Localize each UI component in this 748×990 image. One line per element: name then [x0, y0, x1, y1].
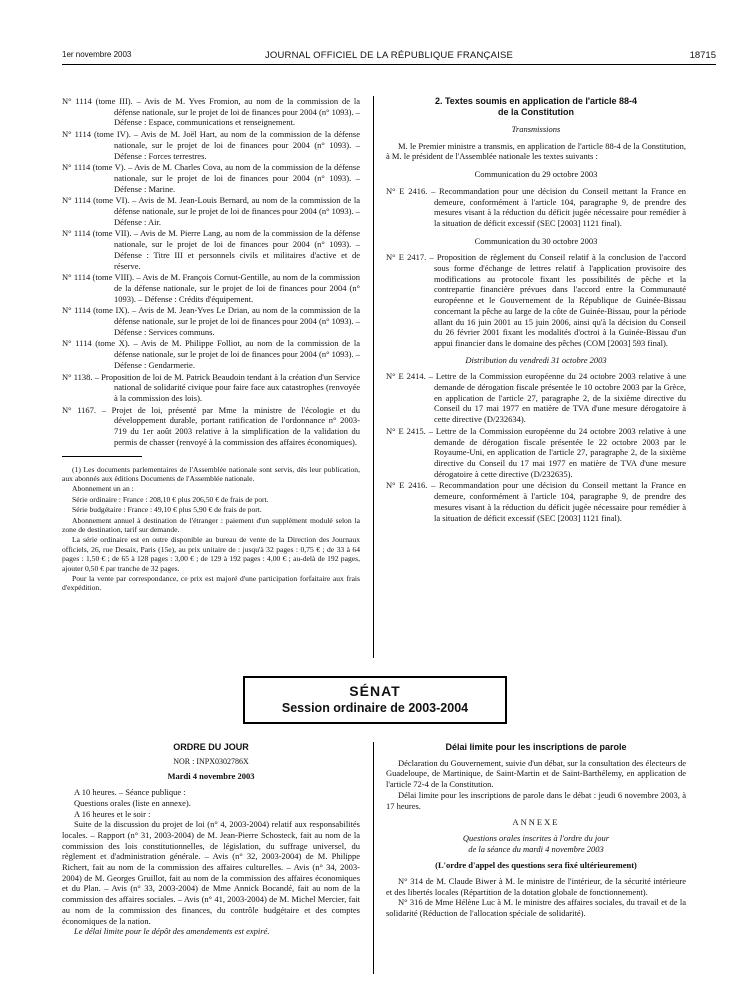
schedule-line-16h: A 16 heures et le soir :	[74, 808, 151, 819]
document-entry	[62, 305, 360, 337]
section-title-line2: de la Constitution	[498, 107, 574, 117]
right-bottom-column	[386, 742, 686, 919]
entry-number: N° 1114 (tome VI).	[62, 195, 130, 206]
question-314: N° 314 de M. Claude Biwer à M. le ministre de l'intérieur, de la sécurité intérieure et des libertés locales (Répartition de la dotation globale de fonctionnement).	[386, 876, 686, 897]
schedule-line-10h: A 10 heures. – Séance publique :	[74, 787, 186, 798]
declaration-paragraph: Déclaration du Gouvernement, suivie d'un débat, sur la consultation des électeurs de Guadeloupe, de Martinique, de Saint-Martin et de Saint-Barthélemy, en application de l'article 72-4 de la Constitution.	[386, 757, 686, 790]
document-entry	[62, 96, 360, 128]
question-316: N° 316 de Mme Hélène Luc à M. le ministre des affaires sociales, du travail et de la solidarité (Réduction de l'allocation spéciale de solidarité).	[386, 897, 686, 919]
entry-text: – Avis de M. Jean-Louis Bernard, au nom de la commission de la défense nationale, sur le projet de loi de finances pour 2004 (n° 1093). – Défense : Air.	[114, 195, 360, 227]
entry-number: N° 1114 (tome X).	[62, 338, 130, 349]
entry-e2416-second	[386, 480, 686, 523]
footnote-serie-budgetaire: Série budgétaire : France : 49,10 € plus 5,90 € de frais de port.	[72, 505, 262, 515]
entry-text: – Avis de M. Charles Cova, au nom de la commission de la défense nationale, sur le projet de loi de finances pour 2004 (n° 1093). – Défense : Marine.	[114, 162, 361, 194]
left-bottom-column	[62, 742, 360, 937]
document-entry	[62, 405, 360, 448]
entry-text: – Avis de M. Pierre Lang, au nom de la commission de la défense nationale, sur le projet de loi de finances pour 2004 (n° 1093). – Défense : Titre III et personnels civils et militaires d'active et de réserve.	[114, 228, 360, 271]
header-date: 1er novembre 2003	[62, 50, 132, 59]
entry-text: – Projet de loi, présenté par Mme la ministre de l'écologie et du développement durable, portant ratification de l'ordonnance n° 2003-719 du 1er août 2003 relative à la simplification de la validation du permis de chasser (renvoyé à la commission des affaires économiques).	[101, 404, 360, 447]
entry-number: N° 1114 (tome VIII).	[62, 272, 135, 283]
session-date: Mardi 4 novembre 2003	[167, 771, 255, 782]
questions-heading-line1: Questions orales inscrites à l'ordre du jour	[462, 832, 610, 843]
entry-number: N° E 2417.	[386, 252, 427, 263]
entry-number: N° 1114 (tome VII).	[62, 228, 132, 239]
entry-number: N° E 2416.	[386, 480, 428, 491]
section-title-line1: 2. Textes soumis en application de l'article 88-4	[434, 96, 638, 106]
entry-text: – Recommandation pour une décision du Conseil mettant la France en demeure, conformément à l'article 104, paragraphe 9, de prendre des mesures visant à la réduction du déficit jugée nécessaire pour remédier à la situation de déficit excessif (SEC [2003] 1121 final).	[431, 185, 687, 228]
questions-heading-line2: de la séance du mardi 4 novembre 2003	[468, 843, 604, 854]
header-journal-title: JOURNAL OFFICIEL DE LA RÉPUBLIQUE FRANÇAISE	[264, 50, 514, 61]
footnote-correspondance: Pour la vente par correspondance, ce prix est majoré d'une participation forfaitaire aux frais d'expédition.	[62, 573, 360, 593]
entry-text: – Lettre de la Commission européenne du 24 octobre 2003 relative à une demande de dérogation fiscale présentée le 22 octobre 2003 par le Royaume-Uni, en application de l'article 27, paragraphe 2, de la sixième directive du Conseil du 17 mai 1977 en matière de TVA d'une mesure dérogatoire à cette directive (D/232635).	[428, 425, 686, 479]
document-entry	[62, 129, 360, 161]
entry-text: – Recommandation pour une décision du Conseil mettant la France en demeure, conformément à l'article 104, paragraphe 9, de prendre des mesures visant à la réduction du déficit jugée nécessaire pour remédier à la situation de déficit excessif (SEC [2003] 1121 final).	[431, 480, 687, 523]
entry-text: – Avis de M. François Cornut-Gentille, au nom de la commission de la défense nationale, sur le projet de loi de finances pour 2004 (n° 1093). – Défense : Crédits d'équipement.	[114, 272, 360, 304]
ordre-du-jour-title: ORDRE DU JOUR	[173, 742, 249, 752]
annexe-heading: ANNEXE	[512, 817, 560, 828]
entry-text: – Proposition de loi de M. Patrick Beaudoin tendant à la création d'un Service national de solidarité civique pour faire face aux catastrophes (renvoyée à la commission des lois).	[94, 371, 361, 403]
entry-text: – Avis de M. Yves Fromion, au nom de la commission de la défense nationale, sur le projet de loi de finances pour 2004 (n° 1093). – Défense : Espace, communications et renseignement.	[114, 96, 361, 128]
entry-e2416-first	[386, 186, 686, 229]
footnote-vente: La série ordinaire est en outre disponible au bureau de vente de la Direction des Journaux officiels, 26, rue Desaix, Paris (15e), au prix unitaire de : jusqu'à 32 pages : 0,75 € ; de 33 à 64 pages : 1,50 € ; de 65 à 128 pages : 3,00 € ; de 129 à 192 pages : 4,00 € ; au-delà de 192 pages, ajouter 0,50 € par tranche de 32 pages.	[62, 535, 360, 573]
footnote-serie-ordinaire: Série ordinaire : France : 208,10 € plus 206,50 € de frais de port.	[72, 494, 269, 504]
entry-e2414	[386, 371, 686, 425]
document-entry	[62, 338, 360, 370]
entry-number: N° 1114 (tome IV).	[62, 129, 131, 140]
page-header	[62, 50, 716, 64]
entry-text: – Avis de M. Joël Hart, au nom de la commission de la défense nationale, sur le projet de loi de finances pour 2004 (n° 1093). – Défense : Forces terrestres.	[114, 129, 360, 161]
document-entry	[62, 372, 360, 404]
left-entries-list	[62, 96, 360, 448]
amendments-deadline: Le délai limite pour le dépôt des amendements est expiré.	[74, 926, 270, 937]
senat-banner	[243, 676, 507, 724]
document-entry	[62, 162, 360, 194]
footnote-etranger: Abonnement annuel à destination de l'étranger : paiement d'un supplément modulé selon la zone de destination, tarif sur demande.	[62, 515, 360, 534]
entry-number: N° 1114 (tome V).	[62, 162, 126, 173]
communication-30-heading: Communication du 30 octobre 2003	[474, 235, 598, 246]
senat-subtitle: Session ordinaire de 2003-2004	[281, 701, 469, 715]
delai-title: Délai limite pour les inscriptions de parole	[445, 742, 627, 752]
left-top-column	[62, 96, 360, 594]
entry-e2415	[386, 426, 686, 480]
footnote-rule	[62, 456, 142, 457]
document-entry	[62, 272, 360, 304]
entry-e2417	[386, 252, 686, 348]
entry-text: – Avis de M. Jean-Yves Le Drian, au nom de la commission de la défense nationale, sur le projet de loi de finances pour 2004 (n° 1093). – Défense : Services communs.	[114, 305, 360, 337]
entry-number: N° 1114 (tome IX).	[62, 305, 130, 316]
entry-text: – Proposition de règlement du Conseil relatif à la conclusion de l'accord sous forme d'échange de lettres relatif à l'application provisoire des modifications au protocole fixant les possibilités de pêche et la contrepartie financière prévues dans l'accord entre la Communauté européenne et le Gouvernement de la République de Guinée-Bissau concernant la pêche au large de la côte de Guinée-Bissau, pour la période allant du 16 juin 2001 au 15 juin 2006, ainsi qu'à la décision du Conseil du 26 février 2001 fixant les modalités d'octroi à la Guinée-Bissau d'un appui financier dans le domaine des pêches (COM [2003] 593 final).	[429, 252, 686, 348]
entry-number: N° 1138.	[62, 371, 93, 382]
senat-title: SÉNAT	[349, 683, 401, 699]
call-order-note: (L'ordre d'appel des questions sera fixé ultérieurement)	[435, 860, 637, 871]
entry-number: N° E 2415.	[386, 425, 426, 436]
right-top-column	[386, 96, 686, 524]
column-divider-bottom	[373, 742, 374, 974]
footnote-abonnement: Abonnement un an :	[72, 484, 134, 494]
entry-number: N° E 2416.	[386, 185, 428, 196]
entry-text: – Avis de M. Philippe Folliot, au nom de la commission de la défense nationale, sur le projet de loi de finances pour 2004 (n° 1093). – Défense : Gendarmerie.	[114, 338, 360, 370]
distribution-heading: Distribution du vendredi 31 octobre 2003	[465, 354, 607, 365]
footnote-1: (1) Les documents parlementaires de l'Assemblée nationale sont servis, dès leur publication, aux abonnés aux éditions Documents de l'Assemblée nationale.	[62, 464, 360, 483]
entry-number: N° E 2414.	[386, 371, 426, 382]
schedule-line-questions: Questions orales (liste en annexe).	[74, 797, 191, 808]
communication-29-heading: Communication du 29 octobre 2003	[474, 169, 598, 180]
schedule-body: Suite de la discussion du projet de loi (n° 4, 2003-2004) relatif aux responsabilités locales. – Rapport (n° 31, 2003-2004) de M. Jean-Pierre Schosteck, fait au nom de la commission des lois constitutionnelles, de législation, du suffrage universel, du règlement et d'administration générale. – Avis (n° 32, 2003-2004) de M. Philippe Richert, fait au nom de la commission des affaires culturelles. – Avis (n° 34, 2003-2004) de M. Georges Gruillot, fait au nom de la commission des affaires économiques et du Plan. – Avis (n° 33, 2003-2004) de Mme Annick Bocandé, fait au nom de la commission des affaires sociales. – Avis (n° 41, 2003-2004) de M. Michel Mercier, fait au nom de la commission des finances, du contrôle budgétaire et des comptes économiques de la nation.	[62, 819, 360, 926]
deadline-paragraph: Délai limite pour les inscriptions de parole dans le débat : jeudi 6 novembre 2003, à 17 heures.	[386, 789, 686, 811]
transmissions-intro: M. le Premier ministre a transmis, en application de l'article 88-4 de la Constitution, à M. le président de l'Assemblée nationale les textes suivants :	[386, 140, 686, 162]
entry-number: N° 1114 (tome III).	[62, 96, 133, 106]
transmissions-heading: Transmissions	[511, 124, 561, 134]
document-entry	[62, 195, 360, 227]
questions-heading	[386, 833, 686, 854]
column-divider-top	[373, 96, 374, 658]
header-page-number: 18715	[689, 50, 716, 61]
section-title	[386, 96, 686, 118]
entry-number: N° 1167.	[62, 404, 97, 415]
nor-code: NOR : INPX0302786X	[173, 756, 249, 766]
document-entry	[62, 228, 360, 271]
entry-text: – Lettre de la Commission européenne du 24 octobre 2003 relative à une demande de dérogation fiscale présentée le 10 octobre 2003 par la Grèce, en application de l'article 27, paragraphe 2, de la sixième directive du Conseil du 17 mai 1977 en matière de TVA d'une mesure dérogatoire à cette directive (D/232634).	[428, 371, 686, 425]
header-rule	[62, 64, 716, 65]
